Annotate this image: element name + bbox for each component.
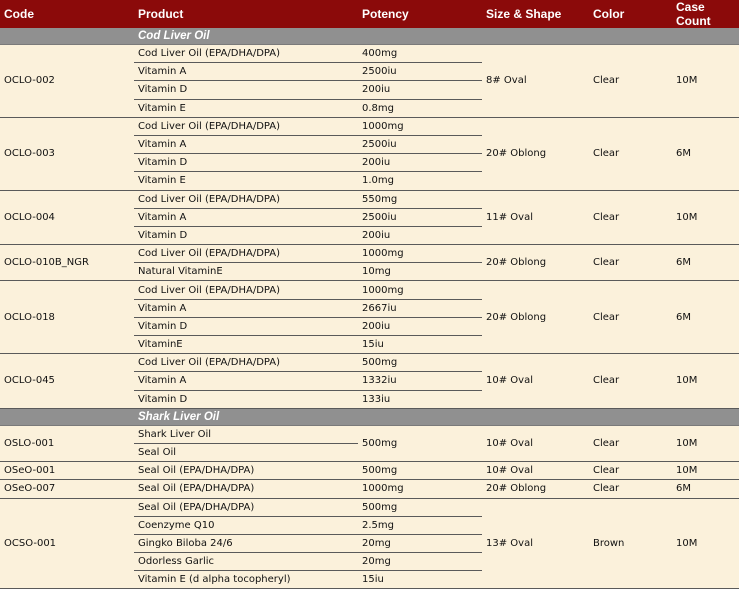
table-row [0, 498, 739, 516]
size-shape: 11# Oval [482, 190, 589, 245]
color: Clear [589, 480, 672, 498]
potency: 2500iu [358, 63, 482, 81]
potency: 2500iu [358, 208, 482, 226]
product-code: OCSO-001 [0, 498, 134, 589]
table-row [0, 45, 739, 63]
product-name: Vitamin D [134, 317, 358, 335]
table-row [0, 425, 739, 443]
product-name: Cod Liver Oil (EPA/DHA/DPA) [134, 354, 358, 372]
potency: 2667iu [358, 299, 482, 317]
color: Brown [589, 498, 672, 589]
product-code: OCLO-003 [0, 117, 134, 190]
header-code: Code [0, 0, 134, 28]
table-row [0, 245, 739, 263]
potency: 200iu [358, 317, 482, 335]
product-name: Vitamin A [134, 135, 358, 153]
product-code: OCLO-010B_NGR [0, 245, 134, 281]
potency: 550mg [358, 190, 482, 208]
potency: 200iu [358, 81, 482, 99]
potency: 500mg [358, 462, 482, 480]
product-name: Seal Oil (EPA/DHA/DPA) [134, 462, 358, 480]
product-code: OCLO-002 [0, 45, 134, 118]
product-name: Vitamin E [134, 172, 358, 190]
potency: 1000mg [358, 480, 482, 498]
case-count: 6M [672, 480, 739, 498]
potency: 133iu [358, 390, 482, 408]
potency: 0.8mg [358, 99, 482, 117]
section-spacer [0, 408, 134, 425]
color: Clear [589, 45, 672, 118]
potency: 1332iu [358, 372, 482, 390]
product-name: Cod Liver Oil (EPA/DHA/DPA) [134, 190, 358, 208]
product-name: Cod Liver Oil (EPA/DHA/DPA) [134, 245, 358, 263]
color: Clear [589, 117, 672, 190]
size-shape: 13# Oval [482, 498, 589, 589]
product-name: Vitamin A [134, 299, 358, 317]
potency: 1000mg [358, 117, 482, 135]
product-name: Seal Oil (EPA/DHA/DPA) [134, 498, 358, 516]
header-color: Color [589, 0, 672, 28]
case-count: 6M [672, 245, 739, 281]
section-row [0, 28, 739, 45]
size-shape: 20# Oblong [482, 281, 589, 354]
color: Clear [589, 245, 672, 281]
product-code: OCLO-004 [0, 190, 134, 245]
product-name: Vitamin A [134, 208, 358, 226]
potency: 500mg [358, 498, 482, 516]
table-row [0, 354, 739, 372]
color: Clear [589, 281, 672, 354]
table-row [0, 462, 739, 480]
table-row [0, 480, 739, 498]
potency: 200iu [358, 154, 482, 172]
table-row [0, 281, 739, 299]
case-count: 10M [672, 462, 739, 480]
product-code: OCLO-018 [0, 281, 134, 354]
table-row [0, 190, 739, 208]
header-case-count: Case Count [672, 0, 739, 28]
section-row [0, 408, 739, 425]
size-shape: 10# Oval [482, 462, 589, 480]
size-shape: 20# Oblong [482, 117, 589, 190]
case-count: 6M [672, 117, 739, 190]
section-spacer [0, 28, 134, 45]
product-name: Vitamin E [134, 99, 358, 117]
potency: 2.5mg [358, 516, 482, 534]
product-name: Cod Liver Oil (EPA/DHA/DPA) [134, 117, 358, 135]
color: Clear [589, 190, 672, 245]
product-name: Vitamin A [134, 63, 358, 81]
potency: 500mg [358, 425, 482, 461]
header-potency: Potency [358, 0, 482, 28]
table-row [0, 117, 739, 135]
product-name: Vitamin D [134, 226, 358, 244]
product-name: Coenzyme Q10 [134, 516, 358, 534]
case-count: 10M [672, 354, 739, 409]
potency: 500mg [358, 354, 482, 372]
section-title: Shark Liver Oil [134, 408, 739, 425]
potency: 15iu [358, 336, 482, 354]
size-shape: 20# Oblong [482, 245, 589, 281]
potency: 20mg [358, 534, 482, 552]
color: Clear [589, 462, 672, 480]
potency: 1000mg [358, 245, 482, 263]
potency: 20mg [358, 553, 482, 571]
case-count: 6M [672, 281, 739, 354]
potency: 1000mg [358, 281, 482, 299]
product-code: OCLO-045 [0, 354, 134, 409]
header-product: Product [134, 0, 358, 28]
case-count: 10M [672, 45, 739, 118]
size-shape: 10# Oval [482, 354, 589, 409]
product-name: Vitamin E (d alpha tocopheryl) [134, 571, 358, 589]
header-row [0, 0, 739, 28]
product-name: Cod Liver Oil (EPA/DHA/DPA) [134, 281, 358, 299]
product-name: Natural VitaminE [134, 263, 358, 281]
size-shape: 20# Oblong [482, 480, 589, 498]
product-name: Vitamin D [134, 390, 358, 408]
product-code: OSLO-001 [0, 425, 134, 461]
size-shape: 10# Oval [482, 425, 589, 461]
product-name: Seal Oil (EPA/DHA/DPA) [134, 480, 358, 498]
case-count: 10M [672, 425, 739, 461]
color: Clear [589, 425, 672, 461]
case-count: 10M [672, 190, 739, 245]
product-name: Vitamin A [134, 372, 358, 390]
product-name: Vitamin D [134, 154, 358, 172]
potency: 400mg [358, 45, 482, 63]
potency: 10mg [358, 263, 482, 281]
product-name: Seal Oil [134, 443, 358, 461]
case-count: 10M [672, 498, 739, 589]
product-name: Gingko Biloba 24/6 [134, 534, 358, 552]
section-title: Cod Liver Oil [134, 28, 739, 45]
product-code: OSeO-007 [0, 480, 134, 498]
product-code: OSeO-001 [0, 462, 134, 480]
potency: 200iu [358, 226, 482, 244]
color: Clear [589, 354, 672, 409]
potency: 1.0mg [358, 172, 482, 190]
product-name: Cod Liver Oil (EPA/DHA/DPA) [134, 45, 358, 63]
header-size-shape: Size & Shape [482, 0, 589, 28]
potency: 15iu [358, 571, 482, 589]
product-name: VitaminE [134, 336, 358, 354]
product-name: Vitamin D [134, 81, 358, 99]
product-name: Odorless Garlic [134, 553, 358, 571]
potency: 2500iu [358, 135, 482, 153]
size-shape: 8# Oval [482, 45, 589, 118]
product-name: Shark Liver Oil [134, 425, 358, 443]
